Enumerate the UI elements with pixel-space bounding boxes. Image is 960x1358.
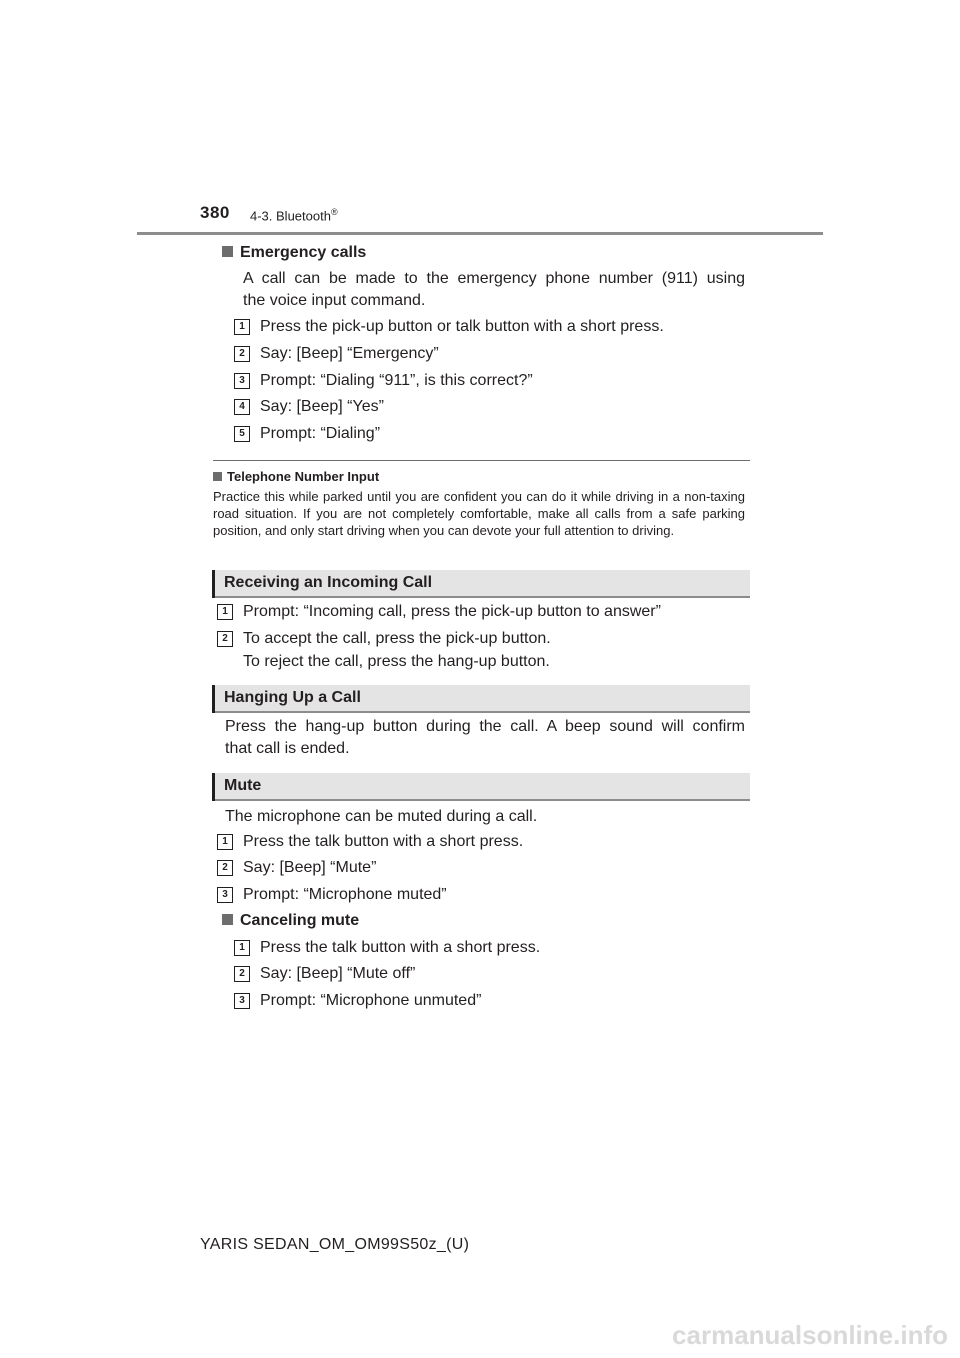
page-number: 380 [200,203,230,222]
emergency-intro-line1: A call can be made to the emergency phone number (911) using [243,270,745,287]
square-bullet-icon [213,472,222,481]
emergency-calls-heading: Emergency calls [222,244,366,262]
mute-intro: The microphone can be muted during a call. [225,808,538,825]
emergency-intro-line2: the voice input command. [243,292,426,309]
canceling-mute-heading: Canceling mute [222,912,359,930]
mute-section-header: Mute [212,773,750,801]
step-number-badge: 2 [217,860,233,876]
note-text: Practice this while parked until you are confident you can do it while driving in a non-taxing road situation. If you are not completely comfortable, make all calls from a safe parking position, and only start driving when you can devote your full attention to driving. [213,489,745,538]
step-number-badge: 5 [234,426,250,442]
step-number-badge: 1 [217,834,233,850]
watermark: carmanualsonline.info [672,1320,948,1350]
square-bullet-icon [222,246,233,257]
section-title: 4-3. Bluetooth [250,208,331,224]
document-code: YARIS SEDAN_OM_OM99S50z_(U) [200,1236,470,1253]
hanging-up-section-header: Hanging Up a Call [212,685,750,713]
step-number-badge: 1 [217,604,233,620]
step-number-badge: 2 [234,346,250,362]
hanging-up-line1: Press the hang-up button during the call. A beep sound will confirm [225,718,745,735]
step-number-badge: 3 [217,887,233,903]
note-divider [213,460,750,461]
note-title: Telephone Number Input [213,469,379,484]
step-number-badge: 3 [234,993,250,1009]
receiving-call-section-header: Receiving an Incoming Call [212,570,750,598]
hanging-up-line2: that call is ended. [225,740,350,757]
step-number-badge: 4 [234,399,250,415]
square-bullet-icon [222,914,233,925]
section-reference [250,207,338,223]
step-number-badge: 1 [234,319,250,335]
step-number-badge: 2 [217,631,233,647]
step-number-badge: 2 [234,966,250,982]
registered-mark: ® [330,207,338,217]
step-number-badge: 1 [234,940,250,956]
step-number-badge: 3 [234,373,250,389]
header-rule [137,232,823,235]
